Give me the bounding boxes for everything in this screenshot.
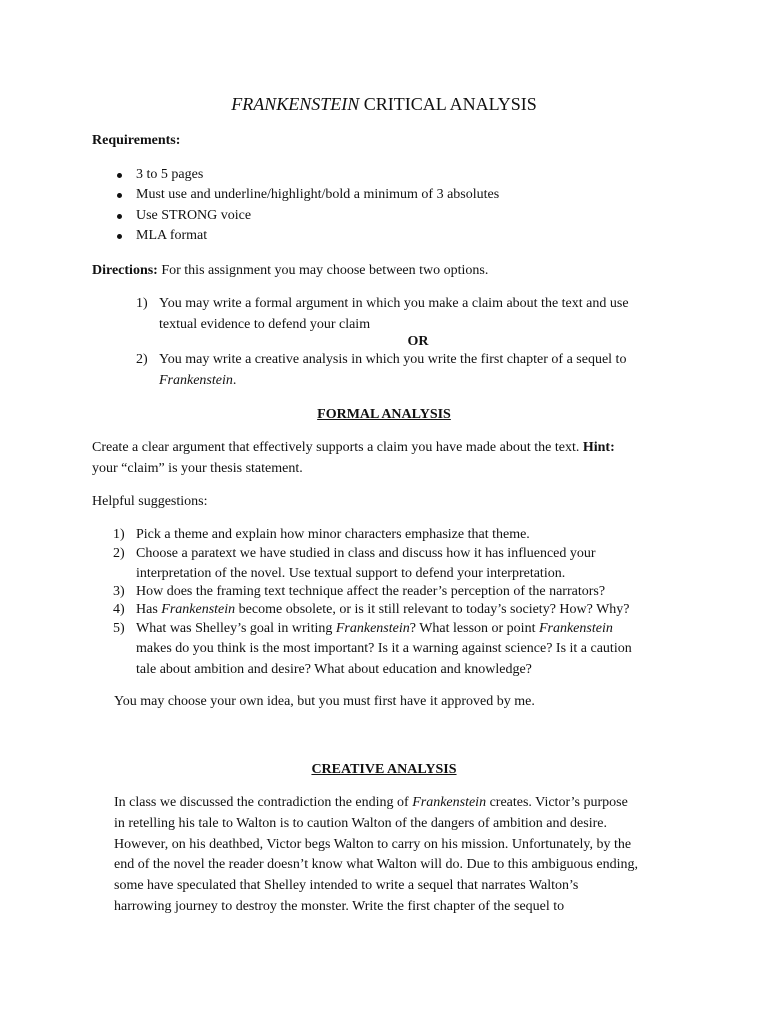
- directions-text: For this assignment you may choose between two options.: [157, 263, 489, 278]
- suggestion-1-number: 1): [113, 527, 125, 542]
- creative-line-1-text-b: creates. Victor’s purpose: [486, 795, 628, 810]
- formal-intro-text: Create a clear argument that effectively supports a claim you have made about the text.: [92, 440, 583, 455]
- creative-line-1-italic: Frankenstein: [412, 795, 487, 810]
- hint-label: Hint:: [582, 440, 615, 455]
- requirement-item-1: 3 to 5 pages: [136, 167, 204, 182]
- bullet-icon: [117, 193, 122, 198]
- option-2-period: .: [232, 373, 237, 388]
- or-separator: OR: [407, 334, 429, 349]
- suggestion-3-number: 3): [113, 584, 125, 599]
- suggestion-4-text-a: Has: [136, 602, 162, 617]
- creative-line-4: end of the novel the reader doesn’t know what Walton will do. Due to this ambiguous ending,: [114, 857, 639, 872]
- suggestion-5-number: 5): [113, 621, 125, 636]
- creative-line-5: some have speculated that Shelley intended to write a sequel that narrates Walton’s: [114, 878, 579, 893]
- creative-line-1: [114, 793, 628, 813]
- requirement-item-3: Use STRONG voice: [136, 208, 252, 223]
- title-italic: FRANKENSTEIN: [231, 94, 360, 114]
- creative-line-3: However, on his deathbed, Victor begs Walton to carry on his mission. Unfortunately, by the: [114, 837, 632, 852]
- suggestion-5-line-1: [136, 619, 613, 639]
- helpful-suggestions-label: Helpful suggestions:: [92, 494, 208, 509]
- formal-analysis-heading: FORMAL ANALYSIS: [317, 407, 451, 422]
- suggestion-5-italic-2: Frankenstein: [538, 621, 613, 636]
- suggestion-5-italic-1: Frankenstein: [335, 621, 410, 636]
- creative-line-6: harrowing journey to destroy the monster. Write the first chapter of the sequel to: [114, 899, 565, 914]
- suggestion-5-line-2: makes do you think is the most important? Is it a warning against science? Is it a caution: [136, 641, 632, 656]
- creative-analysis-heading: CREATIVE ANALYSIS: [311, 762, 457, 777]
- option-2-line-2: [159, 371, 236, 391]
- page-title: [0, 92, 768, 116]
- bullet-icon: [117, 173, 122, 178]
- option-1-line-2: textual evidence to defend your claim: [159, 317, 371, 332]
- option-2-line-1: You may write a creative analysis in which you write the first chapter of a sequel to: [159, 352, 627, 367]
- suggestion-1: Pick a theme and explain how minor characters emphasize that theme.: [136, 527, 530, 542]
- suggestion-4-italic: Frankenstein: [161, 602, 236, 617]
- option-2-italic-title: Frankenstein: [159, 373, 233, 388]
- requirements-heading: Requirements:: [92, 133, 181, 148]
- directions-label: Directions:: [92, 263, 158, 278]
- option-1-number: 1): [136, 296, 148, 311]
- bullet-icon: [117, 234, 122, 239]
- suggestion-3: How does the framing text technique affect the reader’s perception of the narrators?: [136, 584, 606, 599]
- requirement-item-4: MLA format: [136, 228, 208, 243]
- directions-paragraph: [92, 261, 488, 281]
- suggestion-4-number: 4): [113, 602, 125, 617]
- suggestion-2-line-2: interpretation of the novel. Use textual support to defend your interpretation.: [136, 566, 566, 581]
- bullet-icon: [117, 214, 122, 219]
- suggestion-5-line-3: tale about ambition and desire? What about education and knowledge?: [136, 662, 532, 677]
- requirement-item-2: Must use and underline/highlight/bold a minimum of 3 absolutes: [136, 187, 500, 202]
- option-2-number: 2): [136, 352, 148, 367]
- creative-line-2: in retelling his tale to Walton is to caution Walton of the dangers of ambition and desire.: [114, 816, 607, 831]
- suggestion-2-line-1: Choose a paratext we have studied in class and discuss how it has influenced your: [136, 546, 596, 561]
- creative-line-1-text-a: In class we discussed the contradiction the ending of: [114, 795, 413, 810]
- formal-closing: You may choose your own idea, but you must first have it approved by me.: [114, 694, 535, 709]
- suggestion-4-text-b: become obsolete, or is it still relevant to today’s society? How? Why?: [235, 602, 630, 617]
- suggestion-5-text-b: ? What lesson or point: [409, 621, 539, 636]
- formal-intro-line-2: your “claim” is your thesis statement.: [92, 461, 303, 476]
- suggestion-5-text-a: What was Shelley’s goal in writing: [136, 621, 336, 636]
- option-1-line-1: You may write a formal argument in which you make a claim about the text and use: [159, 296, 629, 311]
- formal-intro-line-1: [92, 438, 615, 458]
- suggestion-2-number: 2): [113, 546, 125, 561]
- title-rest: CRITICAL ANALYSIS: [359, 94, 537, 114]
- suggestion-4: [136, 600, 630, 620]
